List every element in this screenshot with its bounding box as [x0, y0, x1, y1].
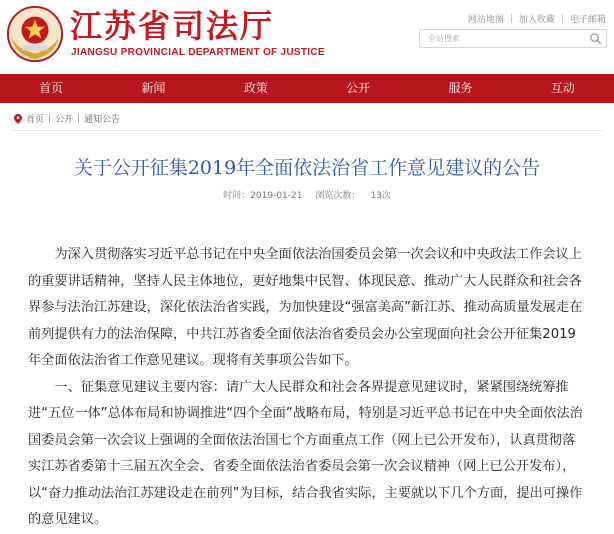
nav-item-services[interactable]: 服务: [448, 81, 473, 95]
search-icon[interactable]: [589, 32, 602, 45]
nav-item-disclosure[interactable]: 公开: [346, 81, 371, 95]
read-count: 13次: [370, 191, 391, 201]
nav-item-home[interactable]: 首页: [39, 81, 64, 95]
link-separator: |: [509, 13, 513, 24]
top-links: [468, 12, 606, 25]
breadcrumb-notices[interactable]: 通知公告: [84, 115, 121, 125]
article-title: 关于公开征集2019年全面依法治省工作意见建议的公告: [73, 157, 541, 179]
email-link[interactable]: 电子邮箱: [569, 15, 606, 25]
link-separator: |: [560, 13, 564, 24]
site-title: 江苏省司法厅: [70, 7, 275, 45]
breadcrumb-separator: |: [77, 113, 81, 124]
search-box: [419, 29, 607, 48]
nav-item-news[interactable]: 新闻: [141, 81, 166, 95]
police-badge-emblem[interactable]: [6, 5, 64, 63]
nav-item-policy[interactable]: 政策: [243, 81, 268, 95]
map-pin-icon: [14, 114, 22, 124]
bookmark-link[interactable]: 加入收藏: [518, 15, 555, 25]
article-meta: [0, 188, 614, 201]
site-subtitle: JIANGSU PROVINCIAL DEPARTMENT OF JUSTICE: [71, 47, 325, 58]
breadcrumb-disclosure[interactable]: 公开: [55, 115, 74, 125]
publish-date: 时间：2019-01-21: [223, 191, 303, 201]
breadcrumb: [14, 112, 120, 125]
site-header: [0, 0, 614, 70]
article-paragraph: 为深入贯彻落实习近平总书记在中央全面依法治国委员会第一次会议和中央政法工作会议上的重要讲话精神，坚持人民主体地位，更好地集中民智、体现民意、推动广大人民群众和社会各界参与法治江苏建设，深化依法治省实践，为加快建设“强富美高”新江苏、推动高质量发展走在前列提供有力的法治保障，中共江苏省委全面依法治省委员会办公室现面向社会公开征集2019年全面依法治省工作意见建议。现将有关事项公告如下。: [28, 247, 583, 368]
breadcrumb-separator: |: [48, 113, 52, 124]
nav-item-interaction[interactable]: 互动: [550, 81, 575, 95]
article-paragraph: 一、征集意见建议主要内容：请广大人民群众和社会各界提意见建议时，紧紧围绕统筹推进“五位一体”总体布局和协调推进“四个全面”战略布局，特别是习近平总书记在中央全面依法治国委员会第一次会议上强调的全面依法治国七个方面重点工作（网上已公开发布），认真贯彻落实江苏省委第十三届五次全会、省委全面依法治省委员会第一次会议精神（网上已公开发布），以“奋力推动法治江苏建设走在前列”为目标，结合我省实际，主要就以下几个方面，提出可操作的意见建议。: [28, 379, 583, 527]
search-input[interactable]: [420, 30, 590, 47]
read-count-label: 浏览次数：: [315, 191, 361, 201]
main-nav: [0, 74, 614, 103]
read-count-wrap: [315, 191, 390, 201]
breadcrumb-home[interactable]: 首页: [26, 115, 45, 125]
article-body: [28, 242, 586, 534]
breadcrumb-divider: [12, 130, 602, 131]
sitemap-link[interactable]: 网站地图: [467, 15, 504, 25]
